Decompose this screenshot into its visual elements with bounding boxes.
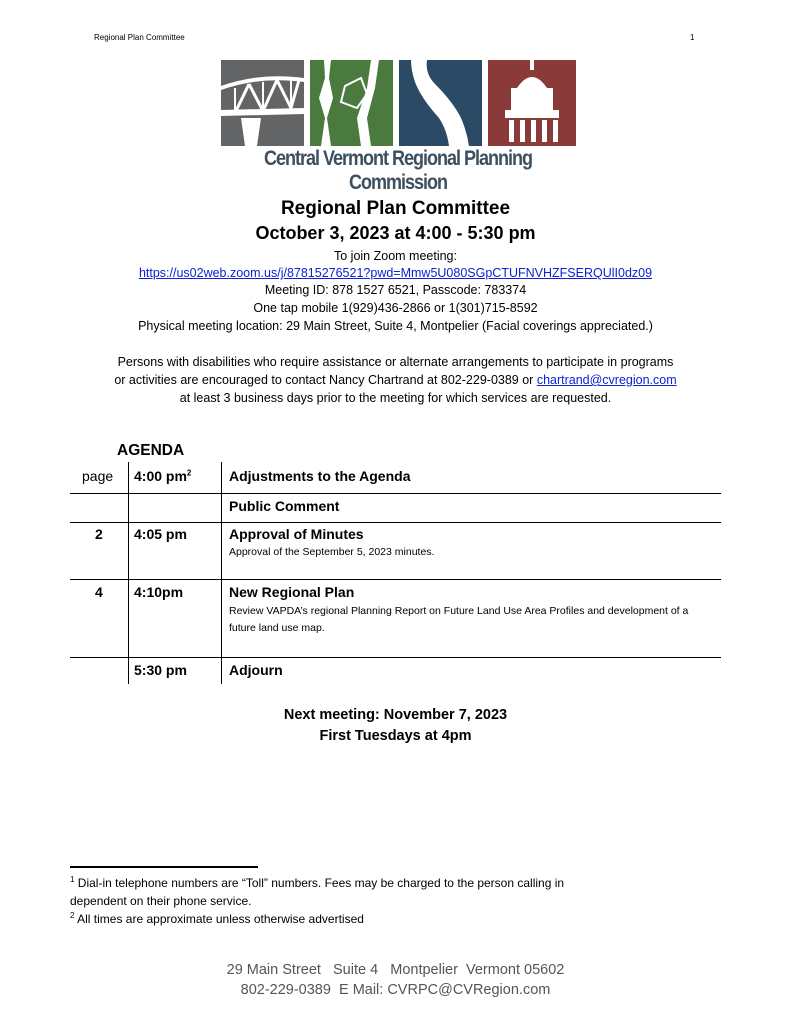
agenda-table: [70, 462, 721, 684]
capitol-dome-icon: [488, 60, 576, 146]
row-divider: [70, 522, 721, 523]
agenda-row-page: 4: [95, 584, 103, 600]
footnote-ref-2[interactable]: 2: [186, 468, 192, 478]
accessibility-line-1: Persons with disabilities who require assistance or alternate arrangements to participate in programs: [117, 355, 674, 369]
vermont-map-icon: [310, 60, 393, 146]
accessibility-line-3: at least 3 business days prior to the meeting for which services are requested.: [179, 391, 612, 405]
page-number: 1: [690, 33, 695, 42]
river-icon: [399, 60, 482, 146]
accessibility-contact-text: or activities are encouraged to contact Nancy Chartrand at 802-229-0389 or: [114, 373, 537, 387]
accessibility-email-link[interactable]: chartrand@cvregion.com: [536, 373, 677, 387]
document-title: Regional Plan Committee: [280, 198, 511, 219]
footnote-1-continued: dependent on their phone service.: [70, 894, 252, 908]
agenda-row-time: 5:30 pm: [134, 662, 187, 678]
agenda-row-item: Public Comment: [229, 498, 340, 514]
agenda-row-item: New Regional Plan: [229, 584, 355, 600]
cvrpc-logo: [221, 58, 576, 146]
zoom-label: To join Zoom meeting:: [334, 249, 457, 263]
agenda-row-description: Approval of the September 5, 2023 minutes.: [229, 546, 435, 558]
agenda-row-page: 2: [95, 526, 103, 542]
running-header-title: Regional Plan Committee: [94, 33, 185, 42]
footer-address: 29 Main Street Suite 4 Montpelier Vermont 05602: [226, 962, 565, 978]
accessibility-line-2: [0, 373, 791, 387]
org-name: Central Vermont Regional Planning Commission: [264, 147, 532, 194]
row-divider: [70, 657, 721, 658]
agenda-header-item: Adjustments to the Agenda: [229, 468, 411, 484]
zoom-meeting-link[interactable]: https://us02web.zoom.us/j/87815276521?pwd=Mmw5U080SGpCTUFNVHZFSERQUlI0dz09: [138, 266, 653, 280]
agenda-row-time: 4:05 pm: [134, 526, 187, 542]
footnote-1: [70, 876, 564, 890]
footer-contact: 802-229-0389 E Mail: CVRPC@CVRegion.com: [240, 982, 551, 998]
agenda-row-item: Adjourn: [229, 662, 283, 678]
agenda-header-time: [134, 468, 191, 484]
meeting-date-time: October 3, 2023 at 4:00 - 5:30 pm: [255, 223, 536, 243]
row-divider: [70, 579, 721, 580]
tap-mobile-numbers: One tap mobile 1(929)436-2866 or 1(301)715-8592: [253, 301, 538, 315]
footnote-mark: 1: [70, 875, 75, 884]
row-divider: [70, 493, 721, 494]
agenda-row-item: Approval of Minutes: [229, 526, 364, 542]
bridge-icon: [221, 60, 304, 146]
agenda-title: AGENDA: [117, 442, 185, 459]
agenda-row-time: 4:10pm: [134, 584, 184, 600]
column-divider: [128, 462, 129, 684]
footnote-text: All times are approximate unless otherwise advertised: [77, 912, 364, 926]
column-divider: [221, 462, 222, 684]
agenda-header-time-value: 4:00 pm: [134, 468, 187, 484]
footnote-text: Dial-in telephone numbers are “Toll” numbers. Fees may be charged to the person calling in: [77, 876, 565, 890]
next-meeting-date: Next meeting: November 7, 2023: [283, 707, 508, 723]
meeting-id: Meeting ID: 878 1527 6521, Passcode: 783374: [264, 283, 527, 297]
agenda-header-page: page: [82, 468, 114, 484]
footnote-separator: [70, 866, 258, 868]
agenda-row-description: Review VAPDA’s regional Planning Report on Future Land Use Area Profiles and development of a future land use map.: [229, 605, 689, 634]
footnote-2: [70, 912, 364, 926]
next-meeting-schedule: First Tuesdays at 4pm: [319, 728, 472, 744]
physical-location: Physical meeting location: 29 Main Street, Suite 4, Montpelier (Facial coverings appreciated.): [138, 319, 653, 333]
footnote-mark: 2: [70, 911, 75, 920]
